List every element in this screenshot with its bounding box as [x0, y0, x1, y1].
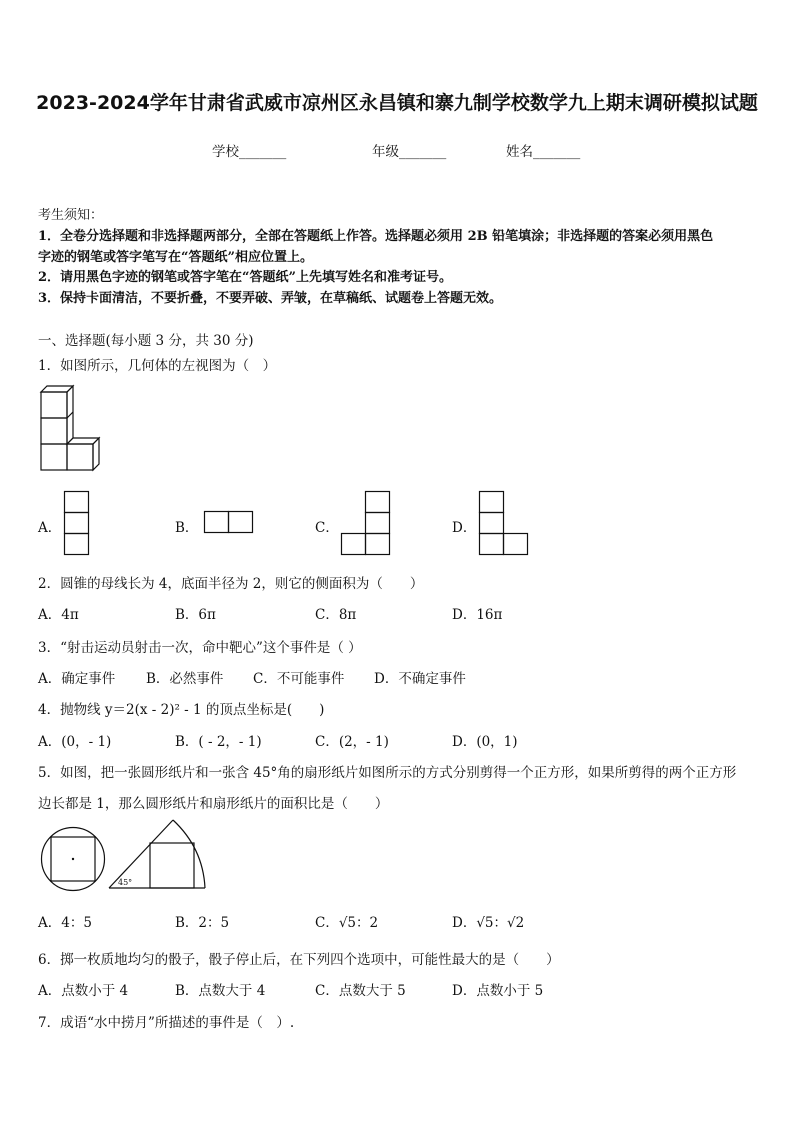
- question-6-stem: 6．掷一枚质地均匀的骰子，骰子停止后，在下列四个选项中，可能性最大的是（ ）: [38, 952, 560, 968]
- question-7-stem: 7．成语“水中捞月”所描述的事件是（ ）.: [38, 1015, 295, 1031]
- q5-option-c: C．√5：2: [315, 915, 379, 931]
- q6-option-a: A．点数小于 4: [38, 983, 129, 999]
- notice-item-1-line-1: 1．全卷分选择题和非选择题两部分，全部在答题纸上作答。选择题必须用 2B 铅笔填涂；非选择题的答案必须用黑色: [38, 229, 714, 244]
- q1-option-a: A．: [38, 520, 62, 536]
- name-field: [506, 140, 580, 160]
- q4-option-d: D．(0，1): [452, 734, 518, 750]
- school-label: 学校: [212, 144, 239, 160]
- q6-option-b: B．点数大于 4: [175, 983, 266, 999]
- q2-option-c: C．8π: [315, 607, 357, 623]
- q1-option-b: B．: [175, 520, 199, 536]
- q1-option-c: C．: [315, 520, 339, 536]
- exam-title: 2023-2024学年甘肃省武威市凉州区永昌镇和寨九制学校数学九上期末调研模拟试题: [36, 92, 758, 114]
- q2-option-d: D．16π: [452, 607, 503, 623]
- question-1-stem: 1．如图所示，几何体的左视图为（ ）: [38, 358, 277, 374]
- question-5-stem-line-1: 5．如图，把一张圆形纸片和一张含 45°角的扇形纸片如图所示的方式分别剪得一个正方形，如果所剪得的两个正方形: [38, 765, 737, 781]
- section-heading: 一、选择题(每小题 3 分，共 30 分): [38, 333, 254, 349]
- q1-option-b-figure: [204, 511, 254, 535]
- q1-option-d-figure: [479, 491, 529, 555]
- school-blank: _______: [239, 144, 287, 160]
- q1-option-a-figure: [64, 491, 90, 555]
- q1-option-c-figure: [341, 491, 391, 555]
- notice-item-3: 3．保持卡面清洁，不要折叠，不要弄破、弄皱，在草稿纸、试题卷上答题无效。: [38, 291, 503, 306]
- q2-option-b: B．6π: [175, 607, 216, 623]
- name-blank: _______: [533, 144, 581, 160]
- q1-option-d: D．: [452, 520, 477, 536]
- q6-option-c: C．点数大于 5: [315, 983, 406, 999]
- q3-option-d: D．不确定事件: [374, 671, 466, 687]
- q5-option-d: D．√5：√2: [452, 915, 525, 931]
- q5-option-b: B．2：5: [175, 915, 230, 931]
- q6-option-d: D．点数小于 5: [452, 983, 544, 999]
- q4-option-c: C．(2，- 1): [315, 734, 389, 750]
- notice-heading: 考生须知：: [38, 208, 104, 223]
- grade-label: 年级: [372, 144, 399, 160]
- q5-option-a: A．4：5: [38, 915, 92, 931]
- q5-sector-figure: [108, 818, 218, 892]
- name-label: 姓名: [506, 144, 533, 160]
- question-4-stem: 4．抛物线 y＝2(x - 2)² - 1 的顶点坐标是( ): [38, 702, 325, 718]
- q5-angle-label: 45°: [118, 878, 133, 887]
- q1-solid-figure: [38, 386, 108, 476]
- school-field: [212, 140, 286, 160]
- question-5-stem-line-2: 边长都是 1，那么圆形纸片和扇形纸片的面积比是（ ）: [38, 796, 389, 812]
- notice-item-1-line-2: 字迹的钢笔或答字笔写在“答题纸”相应位置上。: [38, 250, 313, 265]
- q3-option-a: A．确定事件: [38, 671, 116, 687]
- q2-option-a: A．4π: [38, 607, 79, 623]
- q3-option-c: C．不可能事件: [253, 671, 345, 687]
- q4-option-b: B．( - 2，- 1): [175, 734, 262, 750]
- grade-field: [372, 140, 446, 160]
- question-3-stem: 3．“射击运动员射击一次，命中靶心”这个事件是（ ）: [38, 640, 362, 656]
- q3-option-b: B．必然事件: [146, 671, 224, 687]
- q4-option-a: A．(0，- 1): [38, 734, 112, 750]
- notice-item-2: 2．请用黑色字迹的钢笔或答字笔在“答题纸”上先填写姓名和准考证号。: [38, 270, 453, 285]
- question-2-stem: 2．圆锥的母线长为 4，底面半径为 2，则它的侧面积为（ ）: [38, 576, 424, 592]
- grade-blank: _______: [399, 144, 447, 160]
- q5-circle-figure: [40, 826, 106, 892]
